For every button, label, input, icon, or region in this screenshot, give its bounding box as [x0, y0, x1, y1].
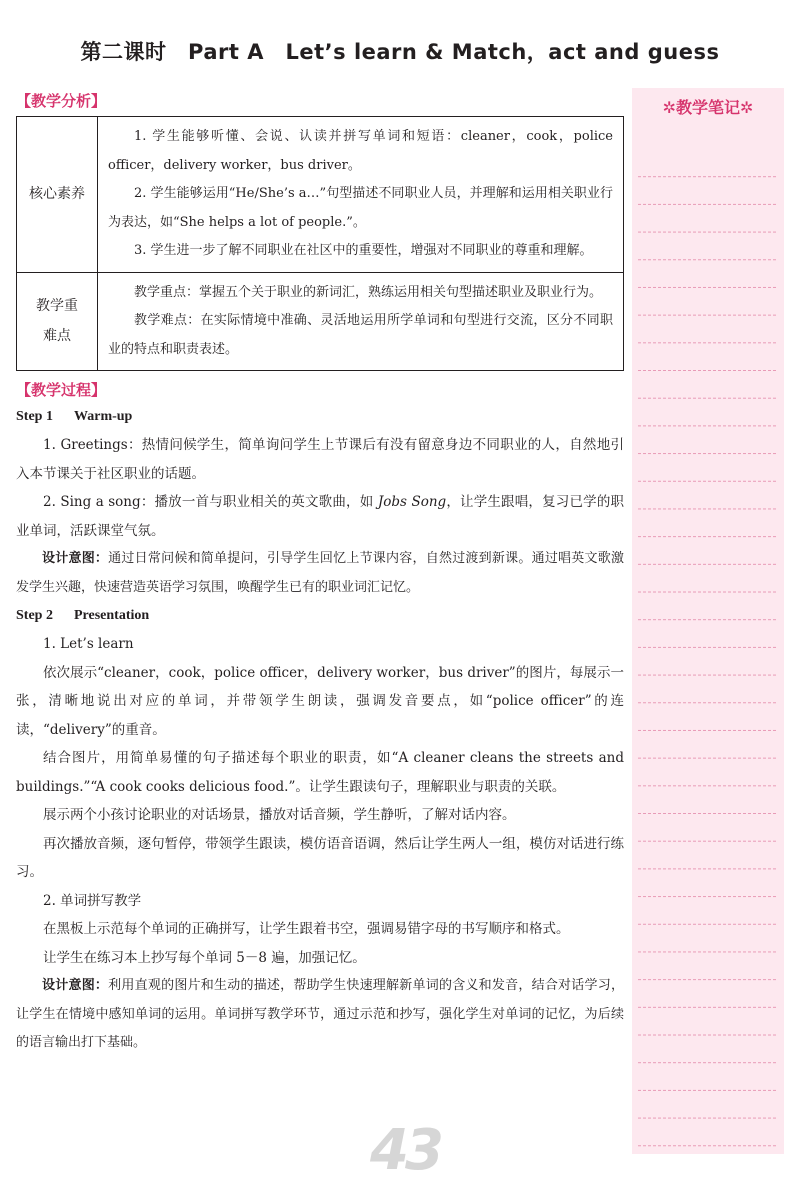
step2-heading	[16, 602, 624, 630]
row-content-key-points	[98, 272, 624, 371]
notes-panel	[632, 88, 784, 1154]
intent-label: 设计意图：	[42, 978, 109, 993]
label-line-2: 难点	[43, 328, 71, 345]
step2-para-2: 结合图片，用简单易懂的句子描述每个职业的职责，如“A cleaner cleans the streets and buildings.”“A cook cooks delicious food.”。让学生跟读句子，理解职业与职责的关联。	[16, 750, 624, 795]
step2-design-intent	[16, 972, 624, 1058]
row-label-core: 核心素养	[17, 117, 98, 273]
step1-greetings: 1. Greetings：热情问候学生，简单询问学生上节课后有没有留意身边不同职业的人，自然地引入本节课关于社区职业的话题。	[16, 437, 624, 482]
step2-para-6: 让学生在练习本上抄写每个单词 5－8 遍，加强记忆。	[43, 949, 366, 966]
table-row	[17, 272, 624, 371]
step2-para-4: 再次播放音频，逐句暂停，带领学生跟读，模仿语音语调，然后让学生两人一组，模仿对话进行练习。	[16, 835, 624, 880]
step2-para-1: 依次展示“cleaner，cook，police officer，delivery worker，bus driver”的图片，每展示一张，清晰地说出对应的单词，并带领学生朗读，强调发音要点，如“police officer”的连读，“delivery”的重音。	[16, 664, 624, 738]
row-content-core	[98, 117, 624, 273]
step2-para-3: 展示两个小孩讨论职业的对话场景，播放对话音频，学生静听，了解对话内容。	[43, 807, 516, 823]
intent-label: 设计意图：	[42, 551, 109, 566]
difficult-point: 教学难点：在实际情境中准确、灵活地运用所学单词和句型进行交流，区分不同职业的特点和职责表述。	[108, 313, 613, 357]
step2-name: Presentation	[74, 608, 150, 623]
step2-number: Step 2	[16, 608, 53, 623]
step2-sub1: 1. Let’s learn	[43, 636, 134, 652]
notes-heading: ✲教学笔记✲	[662, 98, 754, 117]
page-title: 第二课时 Part A Let’s learn & Match，act and guess	[80, 40, 720, 64]
step2-para-5: 在黑板上示范每个单词的正确拼写，让学生跟着书空，强调易错字母的书写顺序和格式。	[43, 921, 570, 937]
core-item-1: 1. 学生能够听懂、会说、认读并拼写单词和短语：cleaner，cook，police officer，delivery worker，bus driver。	[108, 129, 613, 173]
process-heading: 【教学过程】	[16, 381, 107, 399]
step1-number: Step 1	[16, 409, 53, 424]
song-text-a: 2. Sing a song：播放一首与职业相关的英文歌曲，如	[43, 494, 378, 510]
step1-heading	[16, 403, 624, 431]
notes-dash-pattern	[638, 150, 778, 1148]
page-number: 43	[370, 1118, 440, 1183]
main-content	[16, 88, 624, 1058]
analysis-heading: 【教学分析】	[16, 92, 107, 110]
step2-sub2: 2. 单词拼写教学	[43, 892, 142, 909]
row-label-key-points	[17, 272, 98, 371]
core-item-2: 2. 学生能够运用“He/She’s a…”句型描述不同职业人员，并理解和运用相关职业行为表达，如“She helps a lot of people.”。	[108, 186, 613, 230]
song-title: Jobs Song	[377, 494, 447, 510]
song-text-b: ，让学生跟唱，复习已学的职业单词，活跃课堂气氛。	[16, 494, 624, 539]
key-point: 教学重点：掌握五个关于职业的新词汇，熟练运用相关句型描述职业及职业行为。	[134, 284, 603, 300]
core-item-3: 3. 学生进一步了解不同职业在社区中的重要性，增强对不同职业的尊重和理解。	[134, 243, 593, 258]
analysis-table	[16, 116, 624, 371]
step1-design-intent	[16, 545, 624, 602]
table-row	[17, 117, 624, 273]
intent-text: 利用直观的图片和生动的描述，帮助学生快速理解新单词的含义和发音，结合对话学习，让学生在情境中感知单词的运用。单词拼写教学环节，通过示范和抄写，强化学生对单词的记忆，为后续的语言输出打下基础。	[16, 978, 624, 1050]
label-line-1: 教学重	[36, 298, 78, 315]
step1-name: Warm-up	[74, 409, 133, 424]
process-section	[16, 377, 624, 1058]
intent-text: 通过日常问候和简单提问，引导学生回忆上节课内容，自然过渡到新课。通过唱英文歌激发学生兴趣，快速营造英语学习氛围，唤醒学生已有的职业词汇记忆。	[16, 551, 624, 595]
step1-song	[16, 488, 624, 545]
